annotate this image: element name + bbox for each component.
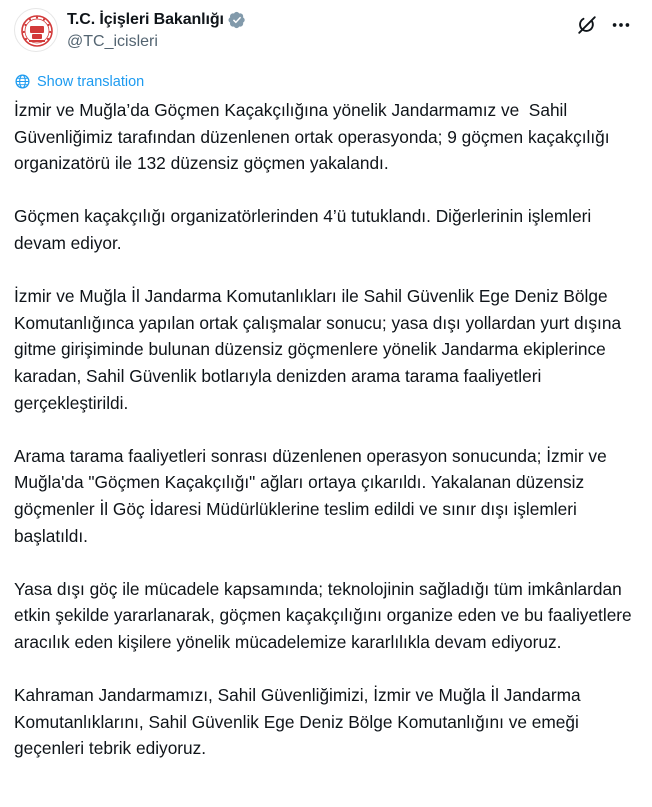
show-translation-label: Show translation xyxy=(37,73,145,90)
tweet-paragraph: Göçmen kaçakçılığı organizatörlerinden 4’ü tutuklandı. Diğerlerinin işlemleri devam ediyor. xyxy=(14,206,597,253)
ministry-seal-icon xyxy=(15,9,58,52)
grok-button[interactable] xyxy=(570,14,604,36)
avatar[interactable] xyxy=(14,8,58,52)
account-names xyxy=(67,9,246,51)
tweet-paragraph: İzmir ve Muğla İl Jandarma Komutanlıkları ile Sahil Güvenlik Ege Deniz Bölge Komutanlığınca yapılan ortak çalışmalar sonucu; yasa dışı yollardan yurt dışına gitme girişiminde bulunan düzensiz göçmenlere yönelik Jandarma ekiplerince karadan, Sahil Güvenlik botlarıyla denizden arama tarama faaliyetleri gerçekleştirildi. xyxy=(14,286,626,413)
more-button[interactable] xyxy=(604,14,638,36)
grok-icon xyxy=(576,14,598,36)
tweet-paragraph: Arama tarama faaliyetleri sonrası düzenlenen operasyon sonucunda; İzmir ve Muğla'da "Göçmen Kaçakçılığı" ağları ortaya çıkarıldı. Yakalanan düzensiz göçmenler İl Göç İdaresi Müdürlüklerine teslim edildi ve sınır dışı işlemleri başlatıldı. xyxy=(14,445,612,546)
display-name[interactable]: T.C. İçişleri Bakanlığı xyxy=(67,11,224,28)
tweet-header xyxy=(14,6,638,60)
globe-icon xyxy=(14,73,31,90)
header-actions xyxy=(570,14,638,36)
tweet-paragraph: Yasa dışı göç ile mücadele kapsamında; teknolojinin sağladığı tüm imkânlardan etkin şekilde yararlanarak, göçmen kaçakçılığını organize eden ve bu faaliyetlere aracılık eden kişilere yönelik mücadelemize kararlılıkla devam ediyoruz. xyxy=(14,578,637,652)
verified-badge-icon[interactable] xyxy=(228,11,246,29)
account-handle[interactable]: @TC_icisleri xyxy=(67,33,158,50)
tweet-paragraph: İzmir ve Muğla’da Göçmen Kaçakçılığına yönelik Jandarmamız ve Sahil Güvenliğimiz tarafından düzenlenen ortak operasyonda; 9 göçmen kaçakçılığı organizatörü ile 132 düzensiz göçmen yakalandı. xyxy=(14,100,615,174)
show-translation-link[interactable] xyxy=(14,73,144,90)
tweet-text xyxy=(14,97,646,788)
more-horizontal-icon xyxy=(610,14,632,36)
display-name-row xyxy=(67,9,246,31)
tweet-paragraph: Kahraman Jandarmamızı, Sahil Güvenliğimizi, İzmir ve Muğla İl Jandarma Komutanlıklarını, Sahil Güvenlik Ege Deniz Bölge Komutanlığını ve emeği geçenleri tebrik ediyoruz. xyxy=(14,685,586,759)
